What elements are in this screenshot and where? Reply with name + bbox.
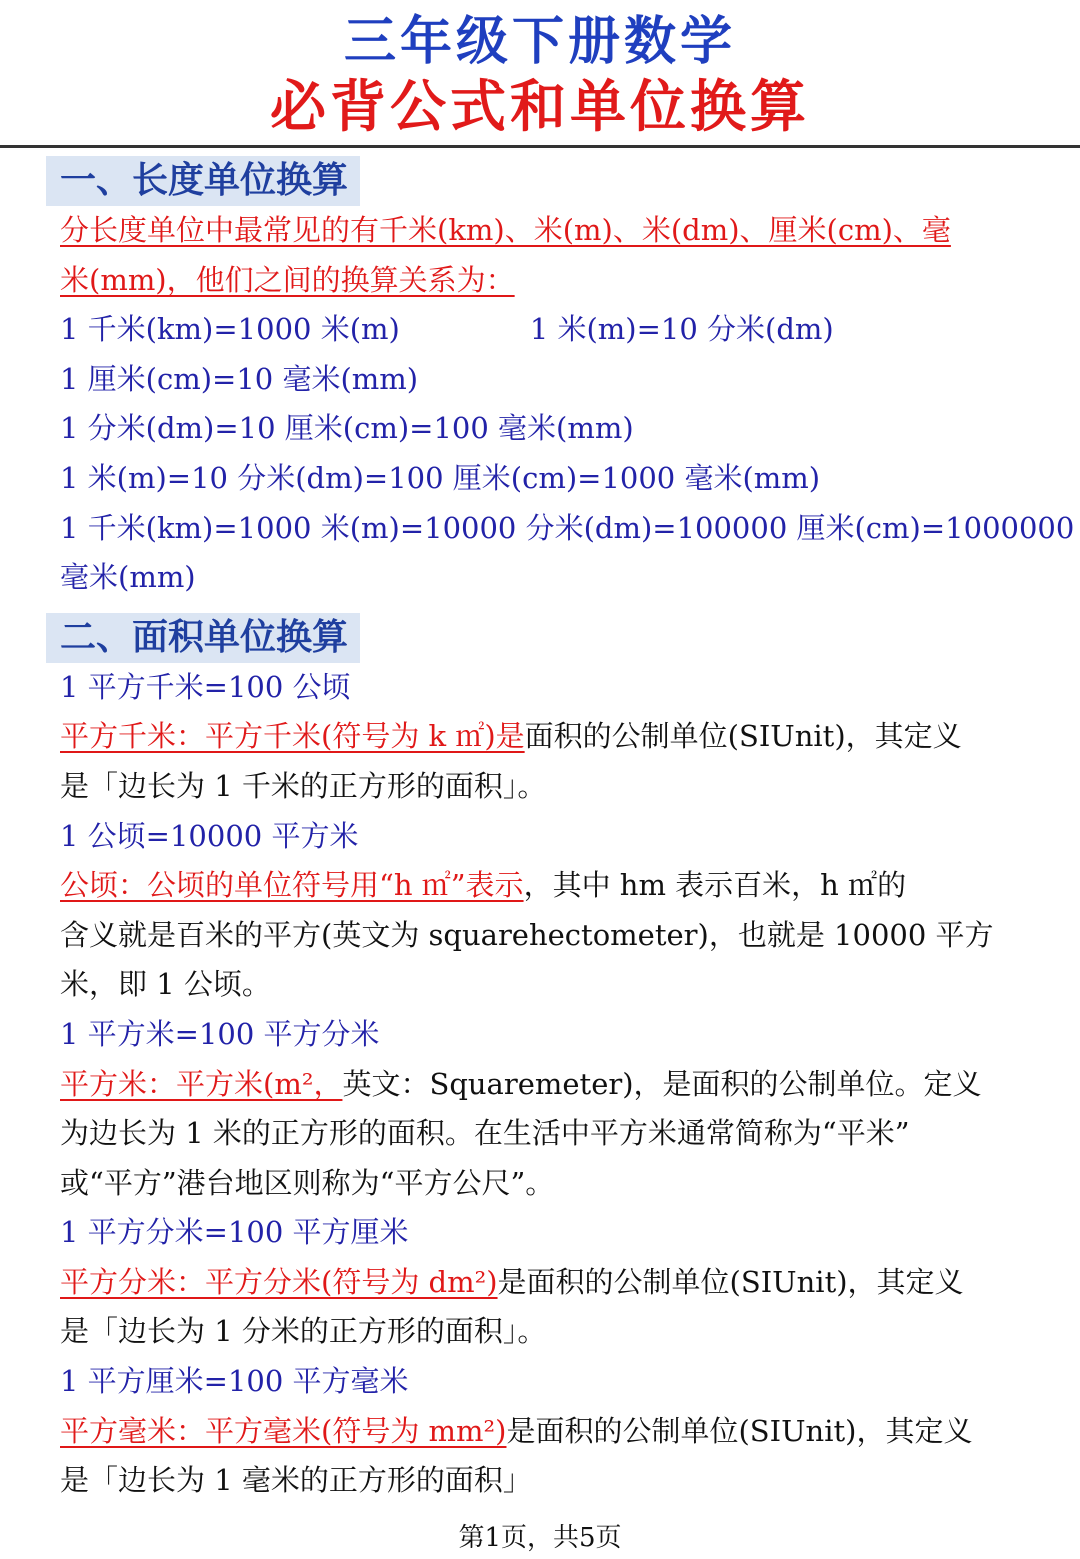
definition-term: 平方毫米：平方毫米(符号为 mm²) — [60, 1413, 507, 1448]
formula-line: 1 分米(dm)=10 厘米(cm)=100 毫米(mm) — [60, 411, 634, 446]
formula-line: 1 公顷=10000 平方米 — [60, 818, 359, 853]
section-heading-length: 一、长度单位换算 — [46, 156, 360, 206]
definition-text: 是面积的公制单位(SIUnit)，其定义 — [506, 1413, 973, 1448]
formula-line: 1 平方厘米=100 平方毫米 — [60, 1364, 409, 1399]
formula-line: 1 厘米(cm)=10 毫米(mm) — [60, 361, 419, 396]
definition-line: 含义就是百米的平方(英文为 squarehectometer)，也就是 10000 平方 — [60, 917, 994, 952]
definition-text: 英文：Squaremeter)，是面积的公制单位。定义 — [342, 1066, 982, 1101]
intro-line — [60, 256, 1010, 306]
definition-line: 或“平方”港台地区则称为“平方公尺”。 — [60, 1165, 555, 1200]
intro-text: 米(mm)，他们之间的换算关系为： — [60, 262, 515, 297]
formula-line: 毫米(mm) — [60, 560, 196, 595]
definition-line — [60, 712, 1010, 762]
formula-line: 1 平方米=100 平方分米 — [60, 1016, 380, 1051]
definition-term: 平方分米：平方分米(符号为 dm²) — [60, 1264, 498, 1299]
definition-text: 是面积的公制单位(SIUnit)，其定义 — [497, 1264, 964, 1299]
definition-line — [60, 1407, 1010, 1457]
definition-line — [60, 1060, 1010, 1110]
header-divider — [0, 145, 1080, 148]
definition-line — [60, 861, 1010, 911]
formula-m-dm: 1 米(m)=10 分米(dm) — [529, 312, 834, 347]
intro-line — [60, 206, 1010, 256]
definition-line: 为边长为 1 米的正方形的面积。在生活中平方米通常简称为“平米” — [60, 1116, 910, 1151]
formula-line: 1 平方分米=100 平方厘米 — [60, 1215, 409, 1250]
definition-line: 是「边长为 1 分米的正方形的面积」。 — [60, 1314, 547, 1349]
definition-line: 是「边长为 1 千米的正方形的面积」。 — [60, 768, 547, 803]
section-heading-area: 二、面积单位换算 — [46, 613, 360, 663]
formula-line: 1 平方千米=100 公顷 — [60, 669, 351, 704]
definition-term: 平方米：平方米(m²， — [60, 1066, 343, 1101]
document-body — [60, 156, 1075, 1506]
definition-line: 是「边长为 1 毫米的正方形的面积」 — [60, 1463, 532, 1498]
formula-km-m: 1 千米(km)=1000 米(m) — [60, 312, 400, 347]
formula-line: 1 千米(km)=1000 米(m)=10000 分米(dm)=100000 厘米(cm)=1000000 — [60, 510, 1075, 545]
page-subtitle: 必背公式和单位换算 — [270, 75, 810, 140]
definition-line: 米，即 1 公顷。 — [60, 967, 271, 1002]
page-title: 三年级下册数学 — [343, 12, 736, 72]
formula-line — [60, 305, 1010, 355]
definition-text: 面积的公制单位(SIUnit)，其定义 — [524, 719, 962, 754]
definition-text: ，其中 hm 表示百米，h ㎡的 — [523, 868, 907, 903]
definition-line — [60, 1258, 1010, 1308]
page-header — [0, 0, 1080, 148]
definition-term: 平方千米：平方千米(符号为 k ㎡)是 — [60, 719, 525, 754]
definition-term: 公顷：公顷的单位符号用“h ㎡”表示 — [60, 868, 524, 903]
formula-line: 1 米(m)=10 分米(dm)=100 厘米(cm)=1000 毫米(mm) — [60, 460, 821, 495]
page-number: 第1页，共5页 — [458, 1523, 622, 1553]
intro-text: 分长度单位中最常见的有千米(km)、米(m)、米(dm)、厘米(cm)、毫 — [60, 213, 951, 247]
